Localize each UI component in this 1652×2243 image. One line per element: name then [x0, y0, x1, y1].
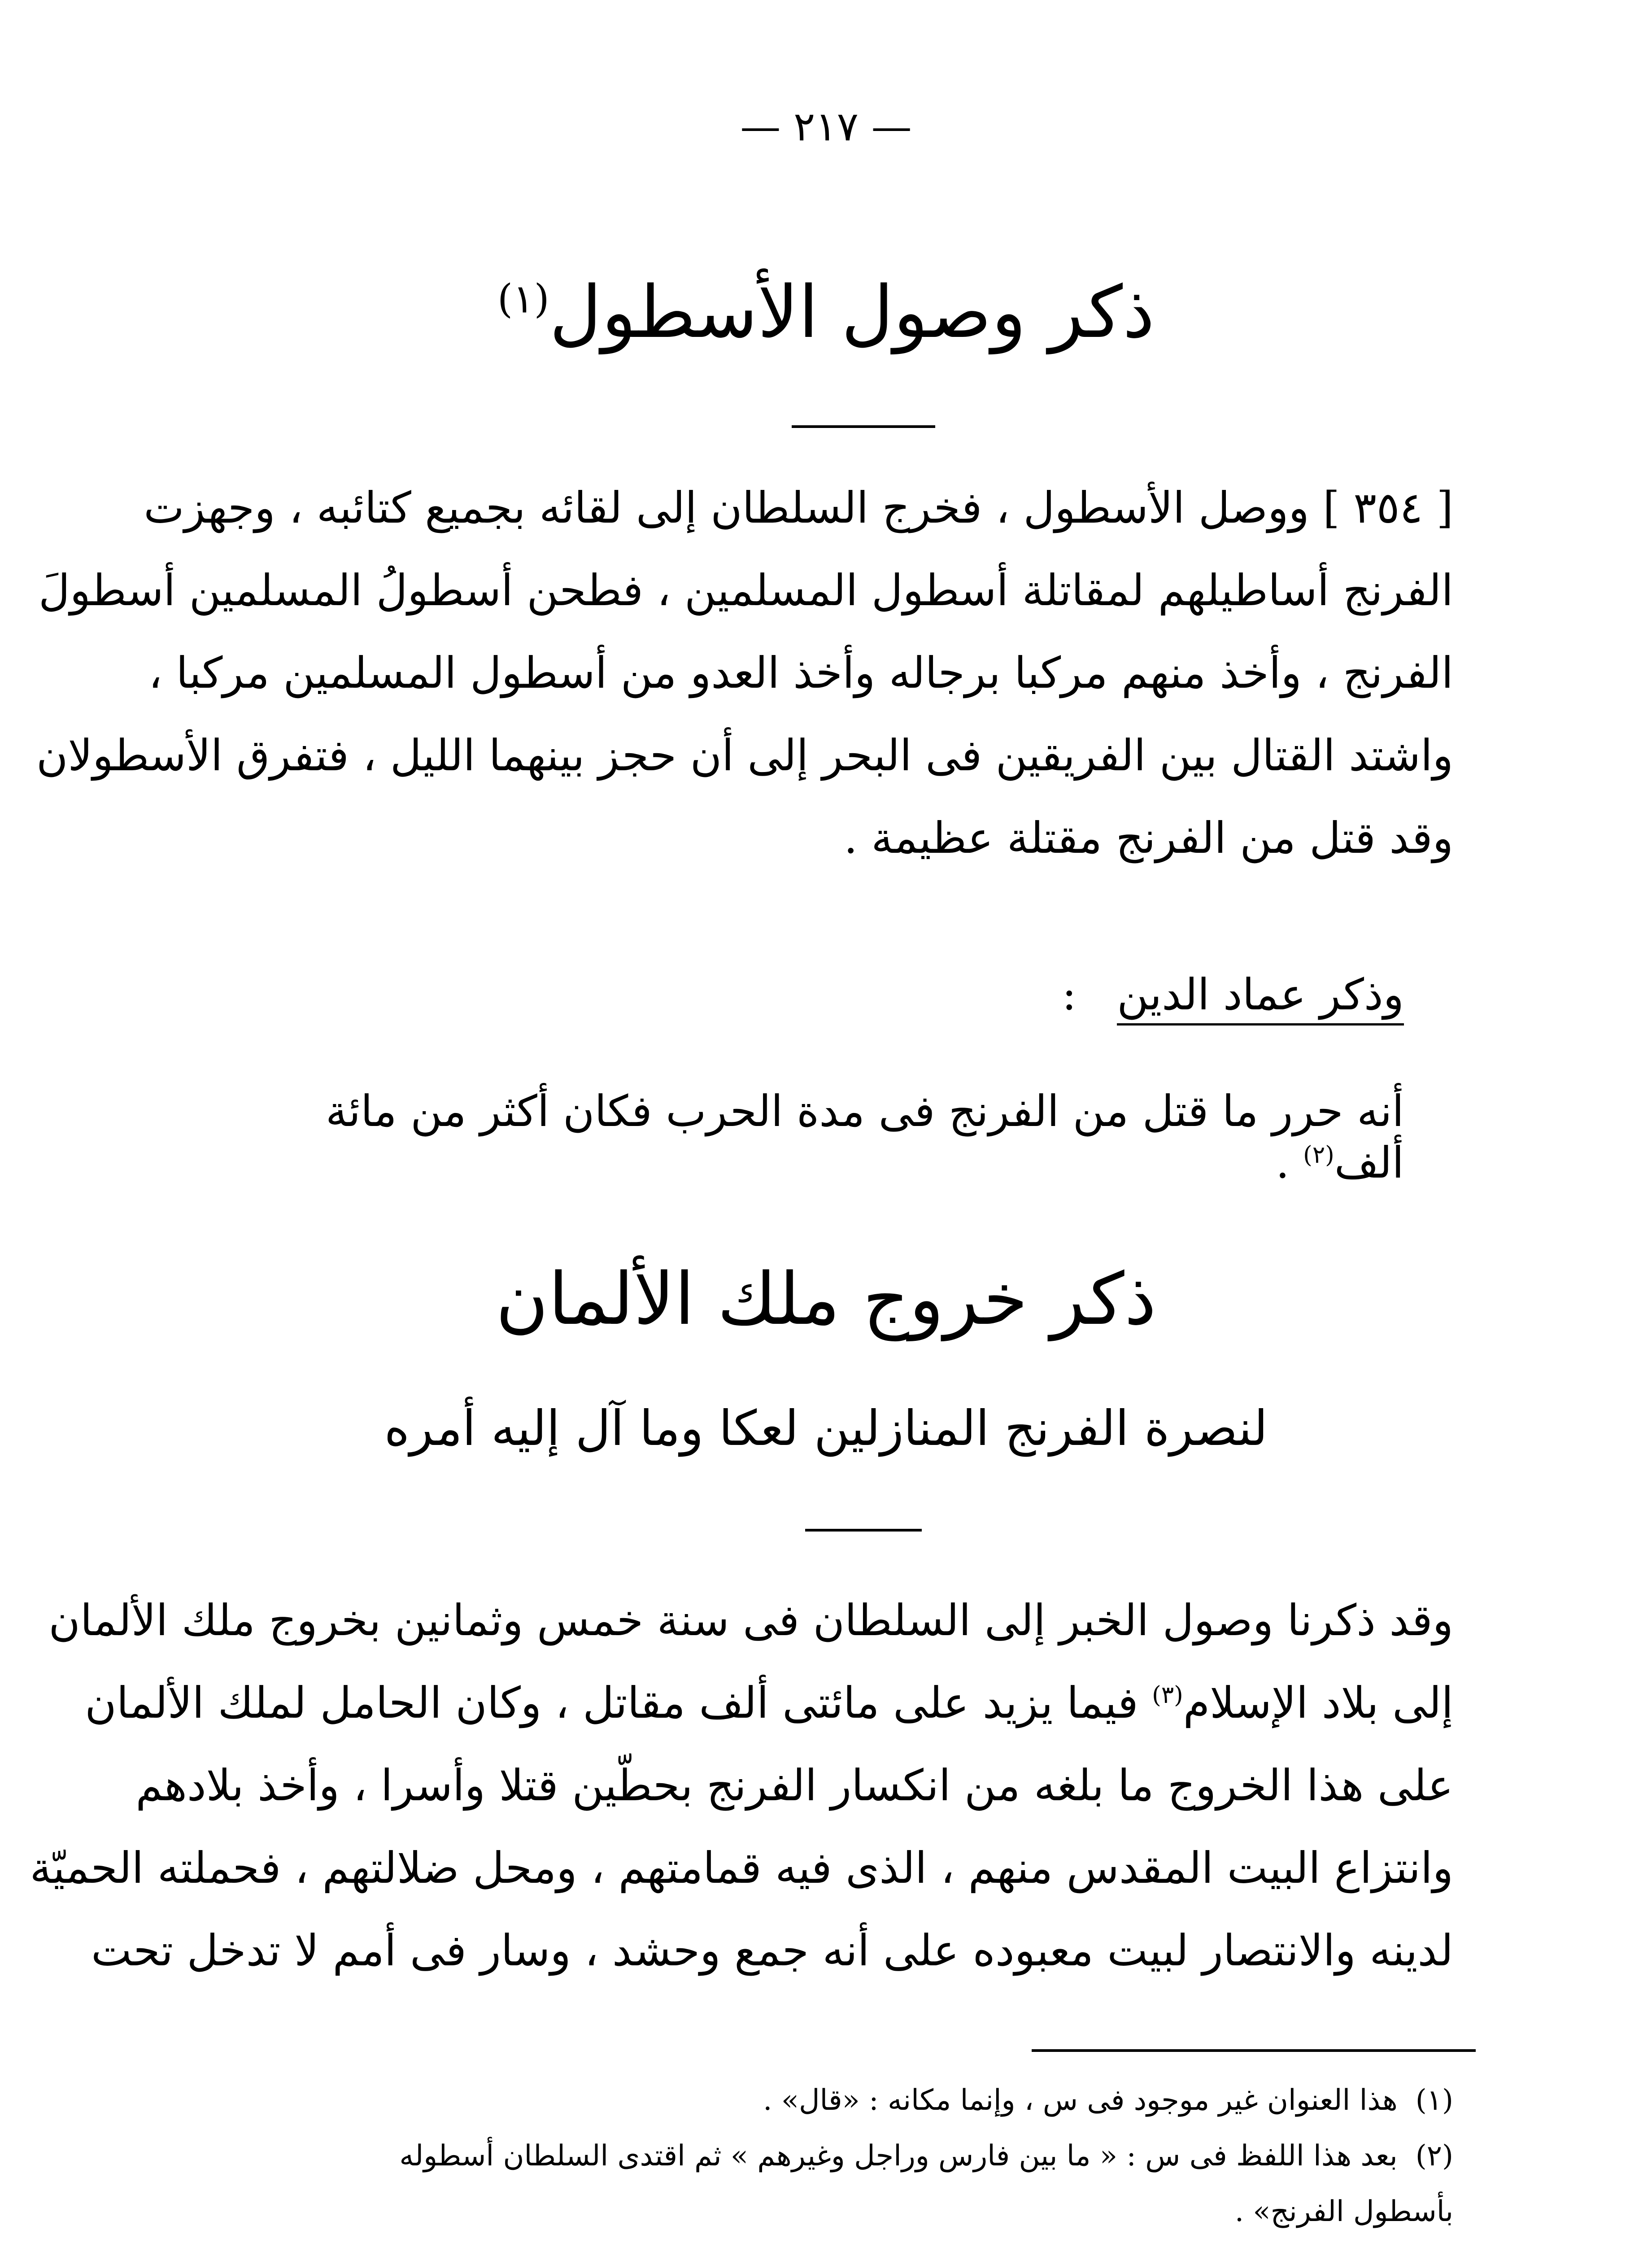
- text-segment: إلى بلاد الإسلام: [1183, 1678, 1453, 1728]
- footnote-3: [260, 2239, 1453, 2243]
- footnote-text: بعد هذا اللفظ فى س : « ما بين فارس وراجل وغيرهم » ثم اقتدى السلطان أسطوله: [399, 2139, 1398, 2173]
- quote-body: أنه حرر ما قتل من الفرنج فى مدة الحرب فكان أكثر من مائة ألف: [325, 1086, 1404, 1188]
- text-line: لدينه والانتصار لبيت معبوده على أنه جمع وحشد ، وسار فى أمم لا تدخل تحت: [91, 1925, 1453, 1976]
- footnote-ref-2: (٢): [1303, 1141, 1334, 1169]
- page-number: — ٢١٧ —: [740, 103, 912, 150]
- quote-colon: :: [1062, 969, 1077, 1020]
- paragraph-fleet-battle: [36, 467, 1453, 879]
- text-line: واشتد القتال بين الفريقين فى البحر إلى أن حجز بينهما الليل ، فتفرق الأسطولان: [36, 730, 1453, 781]
- section-title-text: ذكر وصول الأسطول: [549, 270, 1155, 354]
- quote-text: [260, 1086, 1404, 1189]
- footnote-2: [260, 2128, 1453, 2184]
- text-line: [85, 1662, 1453, 1744]
- text-line: وانتزاع البيت المقدس منهم ، الذى فيه قمامتهم ، ومحل ضلالتهم ، فحملته الحميّة: [30, 1843, 1453, 1893]
- footnote-2-continuation: بأسطول الفرنج» .: [1234, 2195, 1453, 2228]
- title-divider: [792, 425, 935, 428]
- footnotes: [260, 2073, 1453, 2243]
- quote-end: .: [1276, 1138, 1303, 1188]
- footnote-ref-1: (١): [497, 275, 549, 322]
- section-title-german-king: ذكر خروج ملك الألمان: [496, 1257, 1156, 1341]
- subtitle-divider: [805, 1529, 922, 1532]
- text-line: وقد قتل من الفرنج مقتلة عظيمة .: [844, 813, 1453, 863]
- footnote-1: [260, 2073, 1453, 2128]
- text-line: وقد ذكرنا وصول الخبر إلى السلطان فى سنة خمس وثمانين بخروج ملك الألمان: [48, 1595, 1453, 1645]
- quote-source-label: وذكر عماد الدين: [1117, 969, 1404, 1025]
- footnote-number: (٢): [1415, 2139, 1453, 2173]
- quote-introduction: [260, 969, 1404, 1021]
- text-line: الفرنج أساطيلهم لمقاتلة أسطول المسلمين ، فطحن أسطولُ المسلمين أسطولَ: [38, 565, 1453, 615]
- text-line: الفرنج ، وأخذ منهم مركبا برجاله وأخذ العدو من أسطول المسلمين مركبا ،: [148, 648, 1453, 698]
- section-subtitle: لنصرة الفرنج المنازلين لعكا وما آل إليه أمره: [384, 1401, 1268, 1457]
- footnote-divider: [1032, 2049, 1476, 2052]
- footnote-ref-3: (٣): [1152, 1681, 1183, 1709]
- footnote-number: (١): [1415, 2084, 1453, 2117]
- text-line: على هذا الخروج ما بلغه من انكسار الفرنج بحطّين قتلا وأسرا ، وأخذ بلادهم: [135, 1760, 1453, 1811]
- footnote-text: هذا العنوان غير موجود فى س ، وإنما مكانه : «قال» .: [763, 2084, 1398, 2117]
- text-line: [ ٣٥٤ ] ووصل الأسطول ، فخرج السلطان إلى لقائه بجميع كتائبه ، وجهزت: [144, 483, 1453, 533]
- section-title-fleet-arrival: [0, 269, 1652, 355]
- paragraph-german-king: [30, 1579, 1453, 1992]
- text-segment: فيما يزيد على مائتى ألف مقاتل ، وكان الحامل لملك الألمان: [85, 1678, 1152, 1728]
